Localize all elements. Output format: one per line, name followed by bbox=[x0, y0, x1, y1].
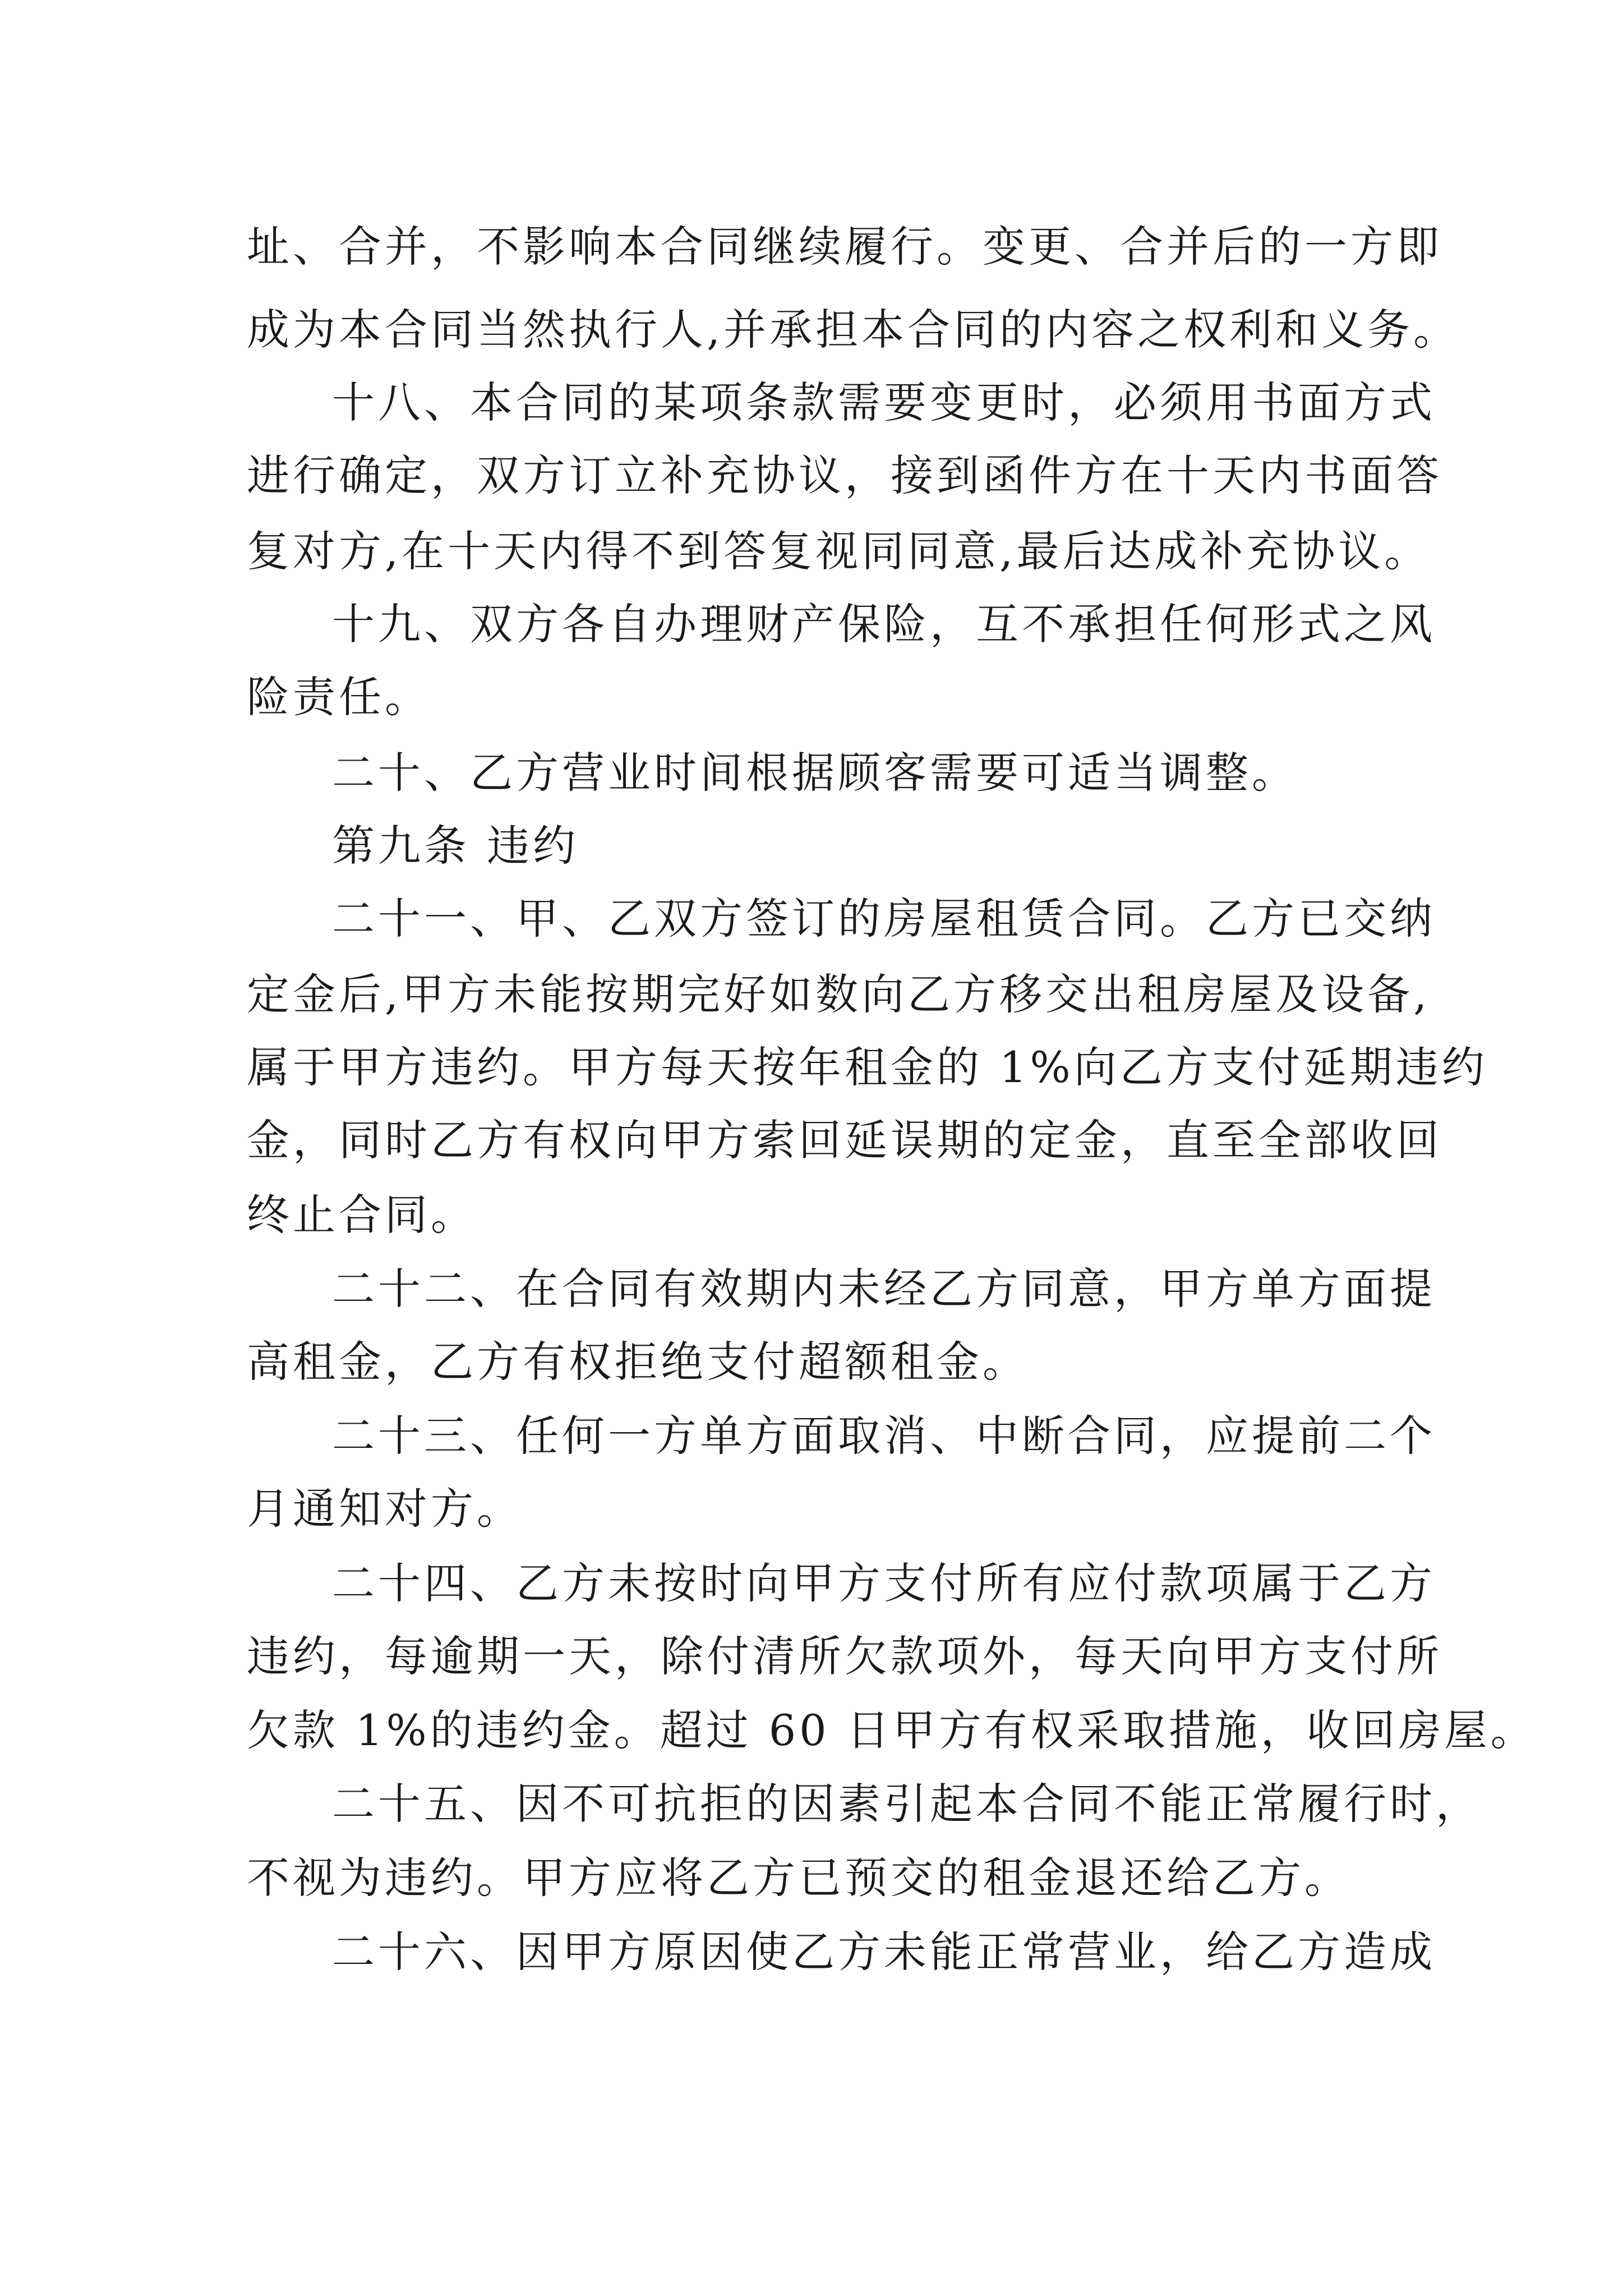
text-line: 险责任。 bbox=[247, 672, 431, 722]
text-line: 十九、双方各自办理财产保险，互不承担任何形式之风 bbox=[332, 599, 1436, 649]
text-line: 十八、本合同的某项条款需要变更时，必须用书面方式 bbox=[332, 378, 1436, 427]
text-line: 违约，每逾期一天，除付清所欠款项外，每天向甲方支付所 bbox=[247, 1631, 1442, 1681]
text-line: 金，同时乙方有权向甲方索回延误期的定金，直至全部收回 bbox=[247, 1115, 1442, 1165]
text-line: 二十一、甲、乙双方签订的房屋租赁合同。乙方已交纳 bbox=[332, 894, 1436, 944]
section-heading: 第九条 违约 bbox=[332, 821, 579, 871]
text-line: 定金后,甲方未能按期完好如数向乙方移交出租房屋及设备, bbox=[247, 969, 1431, 1019]
text-line: 址、合并，不影响本合同继续履行。变更、合并后的一方即 bbox=[247, 222, 1442, 272]
text-line: 二十五、因不可抗拒的因素引起本合同不能正常履行时， bbox=[332, 1779, 1482, 1829]
text-line: 终止合同。 bbox=[247, 1190, 477, 1240]
text-line: 二十三、任何一方单方面取消、中断合同，应提前二个 bbox=[332, 1411, 1436, 1461]
text-line: 月通知对方。 bbox=[247, 1484, 523, 1534]
text-line: 复对方,在十天内得不到答复视同同意,最后达成补充协议。 bbox=[247, 526, 1431, 576]
text-line: 二十六、因甲方原因使乙方未能正常营业，给乙方造成 bbox=[332, 1927, 1436, 1977]
text-line: 二十二、在合同有效期内未经乙方同意，甲方单方面提 bbox=[332, 1264, 1436, 1314]
text-line: 进行确定，双方订立补充协议，接到函件方在十天内书面答 bbox=[247, 450, 1442, 500]
text-line: 二十四、乙方未按时向甲方支付所有应付款项属于乙方 bbox=[332, 1558, 1436, 1608]
text-line: 不视为违约。甲方应将乙方已预交的租金退还给乙方。 bbox=[247, 1853, 1350, 1903]
text-line: 属于甲方违约。甲方每天按年租金的 1%向乙方支付延期违约 bbox=[247, 1042, 1488, 1092]
text-line: 欠款 1%的违约金。超过 60 日甲方有权采取措施，收回房屋。 bbox=[247, 1705, 1537, 1755]
text-line: 二十、乙方营业时间根据顾客需要可适当调整。 bbox=[332, 748, 1298, 798]
text-line: 成为本合同当然执行人,并承担本合同的内容之权利和义务。 bbox=[247, 305, 1460, 355]
text-line: 高租金，乙方有权拒绝支付超额租金。 bbox=[247, 1337, 1029, 1387]
